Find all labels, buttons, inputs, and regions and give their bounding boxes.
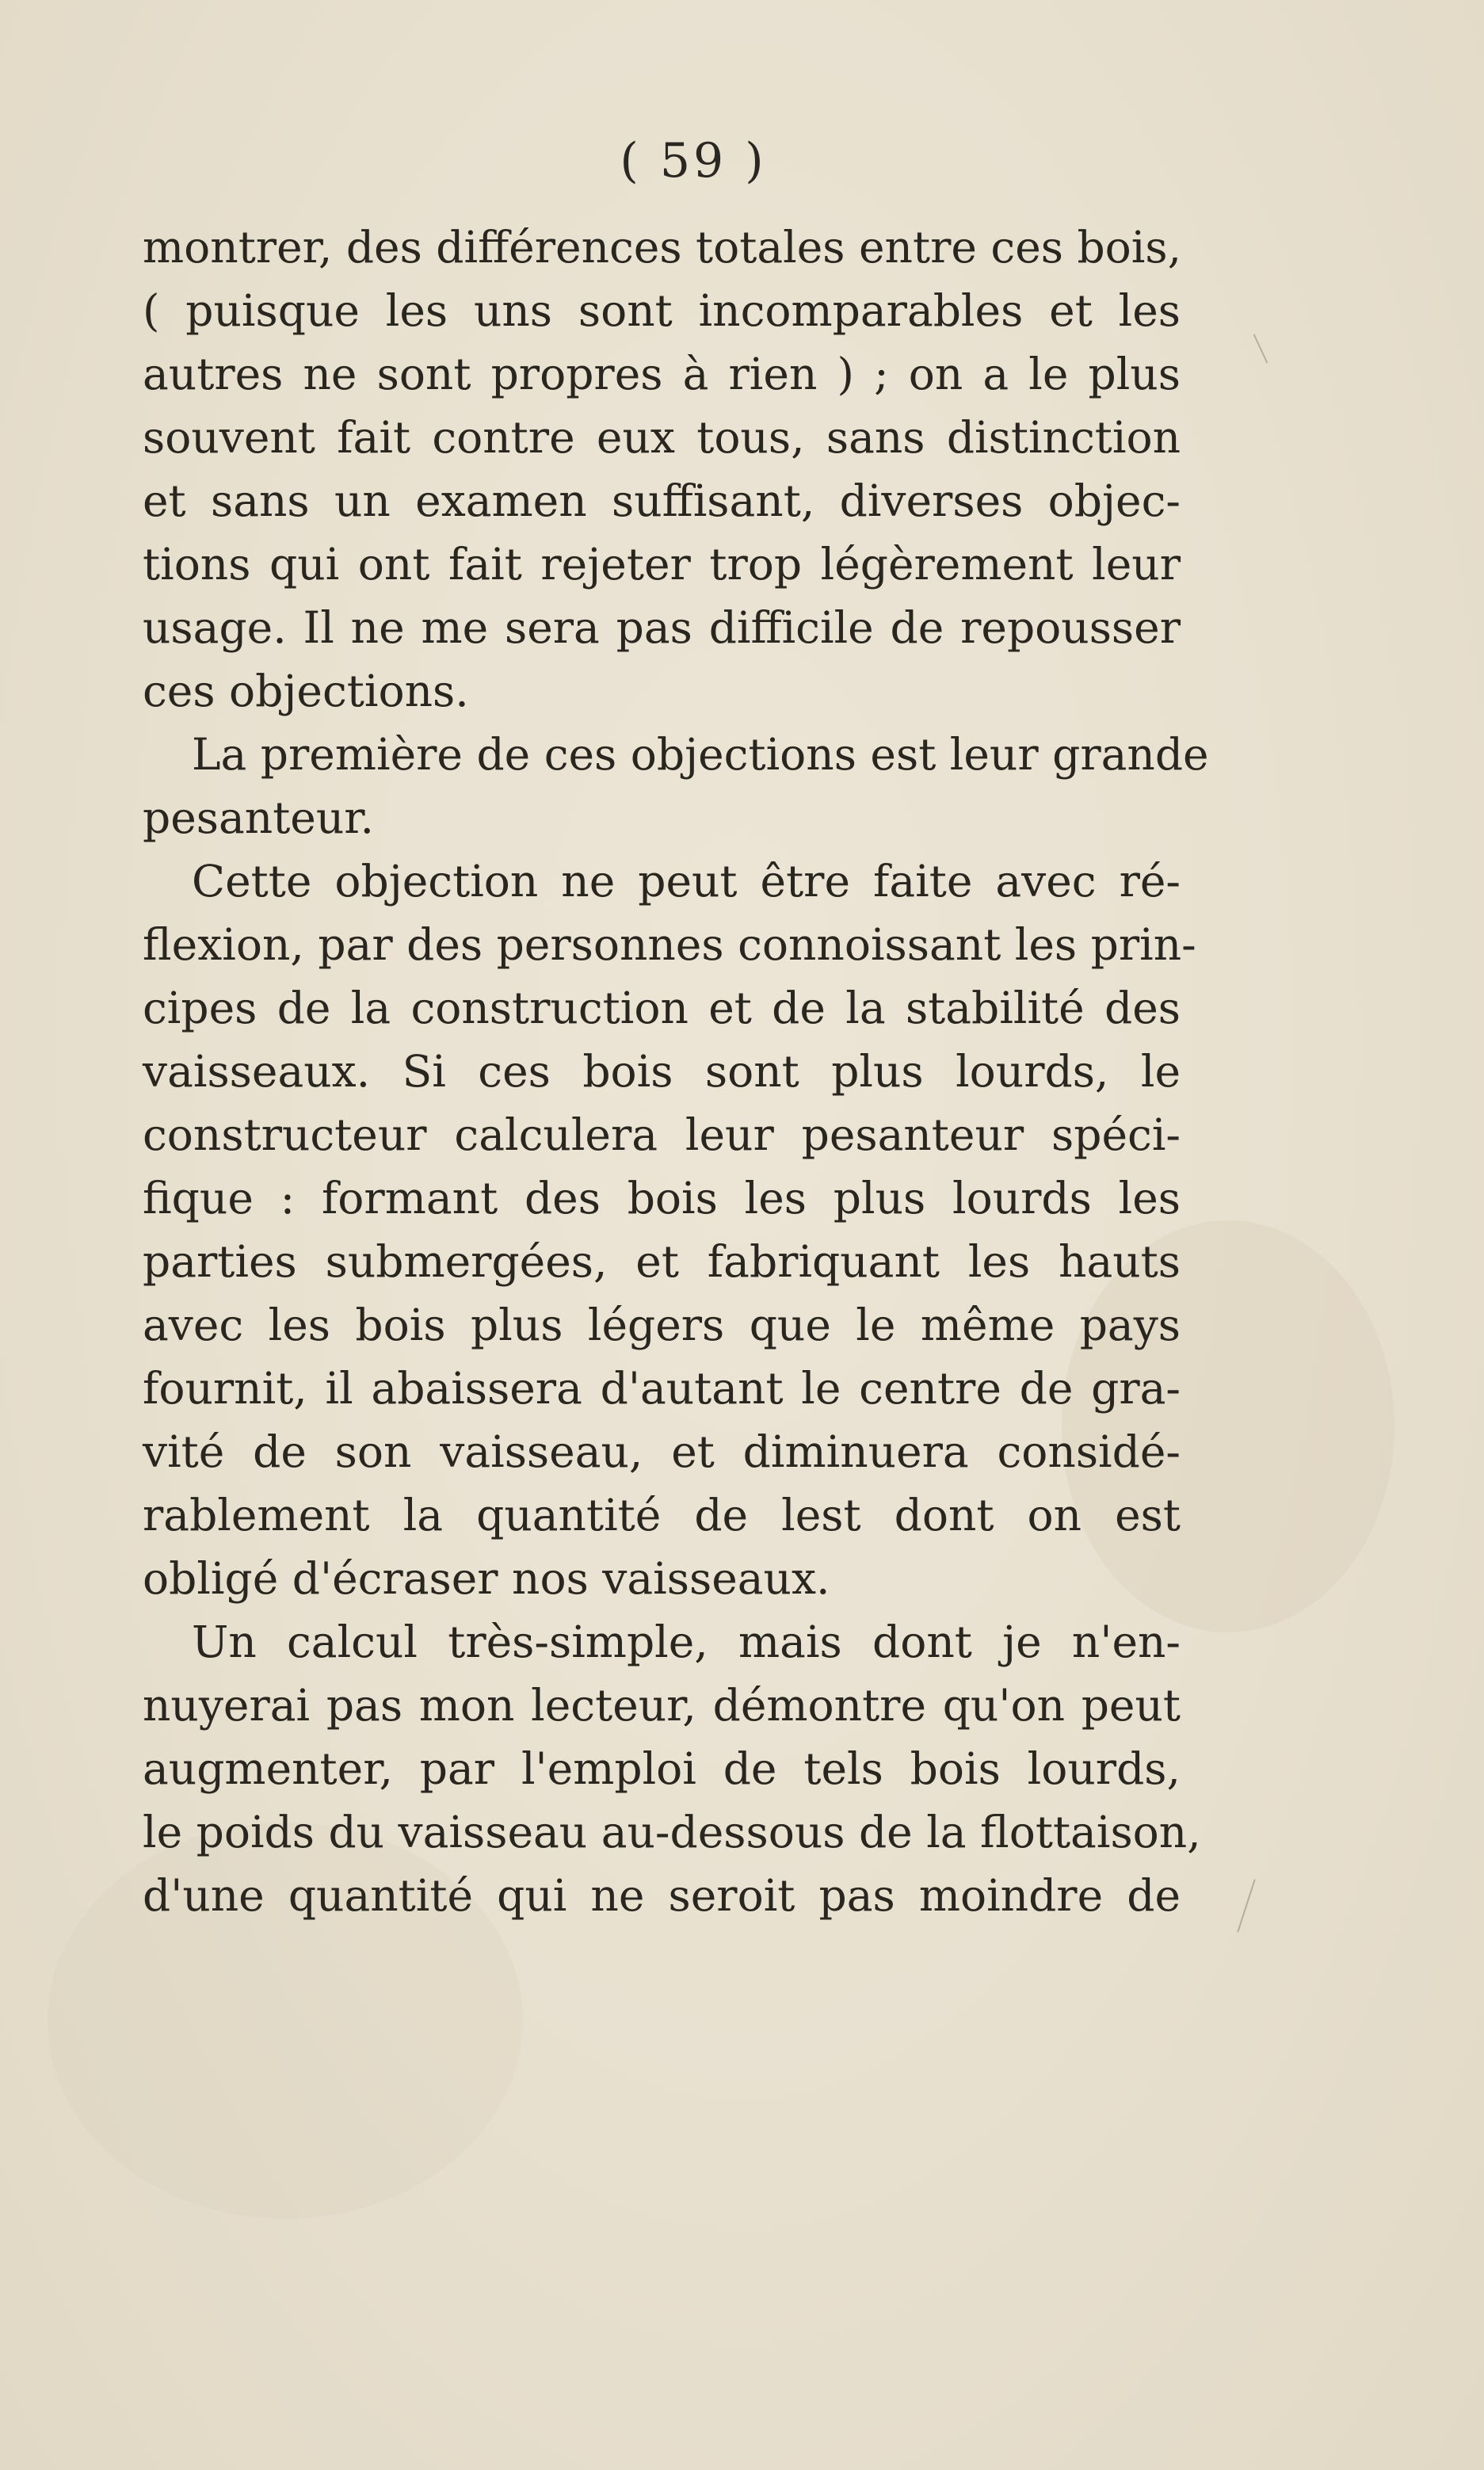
text-line: souvent fait contre eux tous, sans distinction <box>143 412 1181 463</box>
text-line: parties submergées, et fabriquant les hauts <box>143 1236 1181 1287</box>
text-line: Cette objection ne peut être faite avec ré- <box>192 856 1181 907</box>
text-line: obligé d'écraser nos vaisseaux. <box>143 1553 830 1604</box>
text-line: vité de son vaisseau, et diminuera considé- <box>143 1426 1181 1477</box>
text-line: tions qui ont fait rejeter trop légèrement leur <box>143 539 1181 590</box>
text-line: autres ne sont propres à rien ) ; on a le plus <box>143 349 1181 399</box>
paper-scratch <box>1237 1879 1256 1932</box>
text-line: La première de ces objections est leur grande <box>192 729 1209 780</box>
text-line: usage. Il ne me sera pas difficile de repousser <box>143 602 1181 653</box>
text-line: d'une quantité qui ne seroit pas moindre de <box>143 1870 1181 1921</box>
text-line: cipes de la construction et de la stabilité des <box>143 983 1181 1033</box>
text-line: flexion, par des personnes connoissant les prin- <box>143 919 1196 970</box>
text-line: ( puisque les uns sont incomparables et les <box>143 285 1181 336</box>
text-line: rablement la quantité de lest dont on est <box>143 1490 1181 1540</box>
page-number: ( 59 ) <box>620 133 767 189</box>
text-line: fournit, il abaissera d'autant le centre de gra- <box>143 1363 1181 1414</box>
text-line: Un calcul très-simple, mais dont je n'en- <box>192 1617 1181 1667</box>
text-line: avec les bois plus légers que le même pays <box>143 1300 1181 1350</box>
text-line: montrer, des différences totales entre ces bois, <box>143 222 1182 273</box>
text-line: le poids du vaisseau au-dessous de la flottaison, <box>143 1807 1201 1857</box>
text-line: fique : formant des bois les plus lourds les <box>143 1173 1181 1224</box>
text-line: pesanteur. <box>143 792 374 843</box>
body-text <box>143 216 1209 1927</box>
text-line: vaisseaux. Si ces bois sont plus lourds, le <box>143 1046 1181 1097</box>
text-line: nuyerai pas mon lecteur, démontre qu'on peut <box>143 1680 1181 1731</box>
text-line: et sans un examen suffisant, diverses objec- <box>143 475 1181 526</box>
text-line: ces objections. <box>143 666 469 716</box>
text-line: constructeur calculera leur pesanteur spéci- <box>143 1109 1181 1160</box>
text-line: augmenter, par l'emploi de tels bois lourds, <box>143 1743 1181 1794</box>
paper-scratch <box>1253 334 1268 363</box>
